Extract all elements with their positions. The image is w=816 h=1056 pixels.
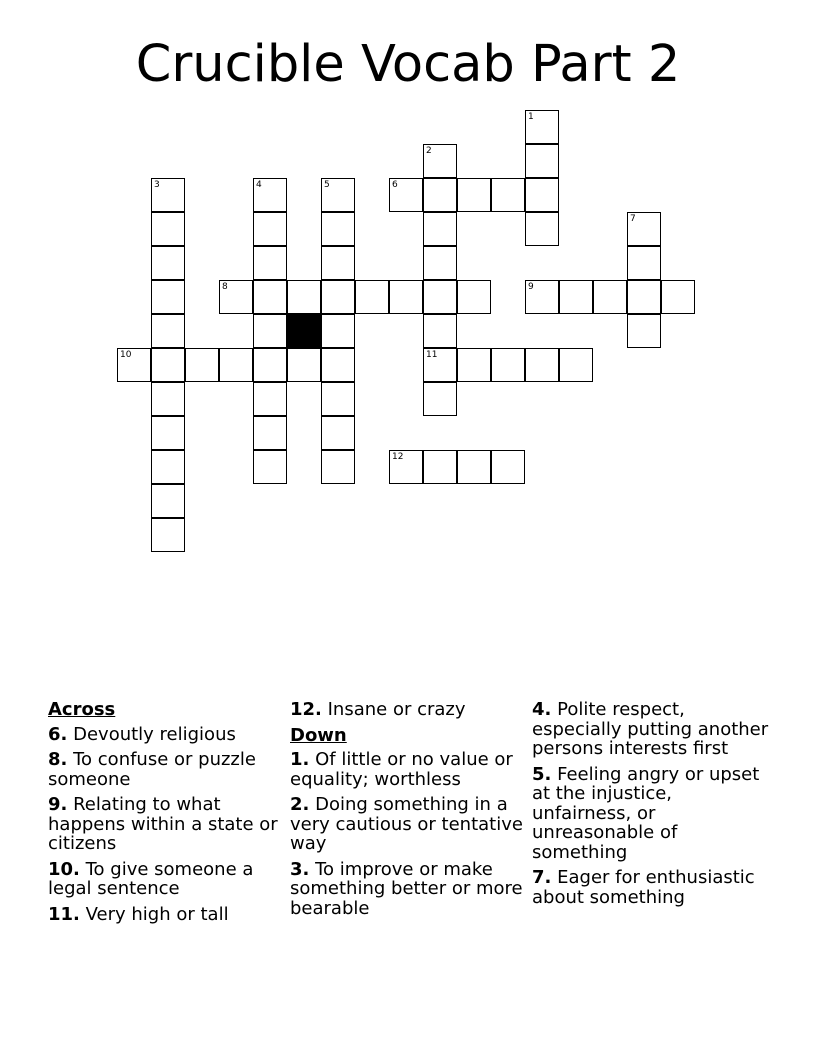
cell-number: 8 (222, 282, 228, 292)
grid-cell[interactable] (117, 348, 151, 382)
grid-cell[interactable] (423, 212, 457, 246)
clue-across-8 (48, 750, 288, 789)
down-heading: Down (290, 724, 347, 746)
grid-cell[interactable] (253, 178, 287, 212)
cell-number: 11 (426, 350, 438, 360)
cell-number: 1 (528, 112, 534, 122)
clue-down-7 (532, 868, 772, 907)
clues-column-2 (290, 700, 530, 924)
grid-cell[interactable] (423, 246, 457, 280)
grid-cell[interactable] (457, 178, 491, 212)
clue-text: Polite respect, especially putting another persons interests first (532, 699, 769, 759)
clue-text: To confuse or puzzle someone (48, 749, 256, 790)
grid-cell[interactable] (219, 280, 253, 314)
clue-text: Relating to what happens within a state or citizens (48, 794, 278, 854)
grid-cell[interactable] (525, 348, 559, 382)
cell-number: 10 (120, 350, 132, 360)
cell-number: 5 (324, 180, 330, 190)
grid-cell[interactable] (253, 382, 287, 416)
grid-cell[interactable] (287, 280, 321, 314)
clue-down-5 (532, 765, 772, 863)
grid-cell[interactable] (355, 280, 389, 314)
grid-cell[interactable] (525, 280, 559, 314)
clue-down-3 (290, 860, 530, 919)
clue-text: Eager for enthusiastic about something (532, 867, 755, 908)
grid-cell[interactable] (321, 246, 355, 280)
grid-cell[interactable] (593, 280, 627, 314)
grid-cell[interactable] (321, 178, 355, 212)
clue-down-1 (290, 750, 530, 789)
clue-down-2 (290, 795, 530, 854)
grid-cell[interactable] (151, 382, 185, 416)
cell-number: 6 (392, 180, 398, 190)
black-square (287, 314, 321, 348)
cell-number: 2 (426, 146, 432, 156)
grid-cell[interactable] (151, 518, 185, 552)
grid-cell[interactable] (151, 450, 185, 484)
grid-cell[interactable] (423, 144, 457, 178)
grid-cell[interactable] (151, 178, 185, 212)
clue-number: 7. (532, 867, 552, 888)
grid-cell[interactable] (151, 280, 185, 314)
clue-number: 1. (290, 749, 310, 770)
grid-cell[interactable] (491, 178, 525, 212)
grid-cell[interactable] (627, 280, 661, 314)
clue-across-12 (290, 700, 530, 720)
grid-cell[interactable] (321, 382, 355, 416)
grid-cell[interactable] (423, 450, 457, 484)
clue-number: 6. (48, 723, 68, 745)
grid-cell[interactable] (321, 314, 355, 348)
grid-cell[interactable] (321, 212, 355, 246)
clue-across-10 (48, 860, 288, 899)
grid-cell[interactable] (253, 348, 287, 382)
cell-number: 3 (154, 180, 160, 190)
grid-cell[interactable] (423, 314, 457, 348)
grid-cell[interactable] (151, 348, 185, 382)
clue-number: 10. (48, 858, 80, 880)
clue-across-9 (48, 795, 288, 854)
grid-cell[interactable] (321, 450, 355, 484)
grid-cell[interactable] (321, 416, 355, 450)
grid-cell[interactable] (389, 280, 423, 314)
grid-cell[interactable] (525, 110, 559, 144)
grid-cell[interactable] (525, 212, 559, 246)
grid-cell[interactable] (321, 280, 355, 314)
clue-text: Feeling angry or upset at the injustice, unfairness, or unreasonable of something (532, 763, 760, 863)
grid-cell[interactable] (253, 314, 287, 348)
clue-across-11 (48, 905, 288, 925)
clue-text: To give someone a legal sentence (48, 858, 254, 899)
cell-number: 9 (528, 282, 534, 292)
grid-cell[interactable] (457, 280, 491, 314)
grid-cell[interactable] (151, 484, 185, 518)
grid-cell[interactable] (389, 450, 423, 484)
across-heading: Across (48, 699, 116, 720)
grid-cell[interactable] (423, 178, 457, 212)
grid-cell[interactable] (151, 314, 185, 348)
grid-cell[interactable] (321, 348, 355, 382)
clue-down-4 (532, 700, 772, 759)
grid-cell[interactable] (525, 178, 559, 212)
grid-cell[interactable] (151, 246, 185, 280)
cell-number: 7 (630, 214, 636, 224)
clue-number: 2. (290, 794, 310, 815)
grid-cell[interactable] (423, 280, 457, 314)
clue-text: To improve or make something better or more bearable (290, 858, 523, 919)
clues-column-3 (532, 700, 772, 913)
grid-cell[interactable] (457, 348, 491, 382)
grid-cell[interactable] (185, 348, 219, 382)
grid-cell[interactable] (253, 280, 287, 314)
grid-cell[interactable] (491, 348, 525, 382)
grid-cell[interactable] (253, 450, 287, 484)
clue-number: 8. (48, 749, 68, 770)
clue-text: Insane or crazy (327, 699, 466, 720)
grid-cell[interactable] (627, 246, 661, 280)
clue-number: 11. (48, 903, 80, 925)
grid-cell[interactable] (559, 280, 593, 314)
clue-across-6 (48, 725, 288, 745)
grid-cell[interactable] (151, 416, 185, 450)
clue-number: 5. (532, 763, 552, 785)
grid-cell[interactable] (491, 450, 525, 484)
grid-cell[interactable] (457, 450, 491, 484)
grid-cell[interactable] (525, 144, 559, 178)
grid-cell[interactable] (389, 178, 423, 212)
grid-cell[interactable] (287, 348, 321, 382)
clue-number: 3. (290, 858, 310, 880)
grid-cell[interactable] (253, 246, 287, 280)
grid-cell[interactable] (151, 212, 185, 246)
clue-number: 4. (532, 699, 552, 720)
clue-text: Of little or no value or equality; worthless (290, 749, 513, 790)
clue-text: Very high or tall (85, 903, 229, 925)
grid-cell[interactable] (627, 212, 661, 246)
cell-number: 12 (392, 452, 404, 462)
grid-cell[interactable] (661, 280, 695, 314)
grid-cell[interactable] (423, 382, 457, 416)
grid-cell[interactable] (219, 348, 253, 382)
clue-number: 12. (290, 699, 322, 720)
grid-cell[interactable] (423, 348, 457, 382)
page-title: Crucible Vocab Part 2 (135, 35, 681, 94)
grid-cell[interactable] (627, 314, 661, 348)
clue-number: 9. (48, 794, 68, 815)
clues-column-1 (48, 700, 288, 930)
clue-text: Doing something in a very cautious or tentative way (290, 794, 523, 854)
grid-cell[interactable] (253, 212, 287, 246)
cell-number: 4 (256, 180, 262, 190)
grid-cell[interactable] (559, 348, 593, 382)
grid-cell[interactable] (253, 416, 287, 450)
clue-text: Devoutly religious (73, 723, 236, 745)
